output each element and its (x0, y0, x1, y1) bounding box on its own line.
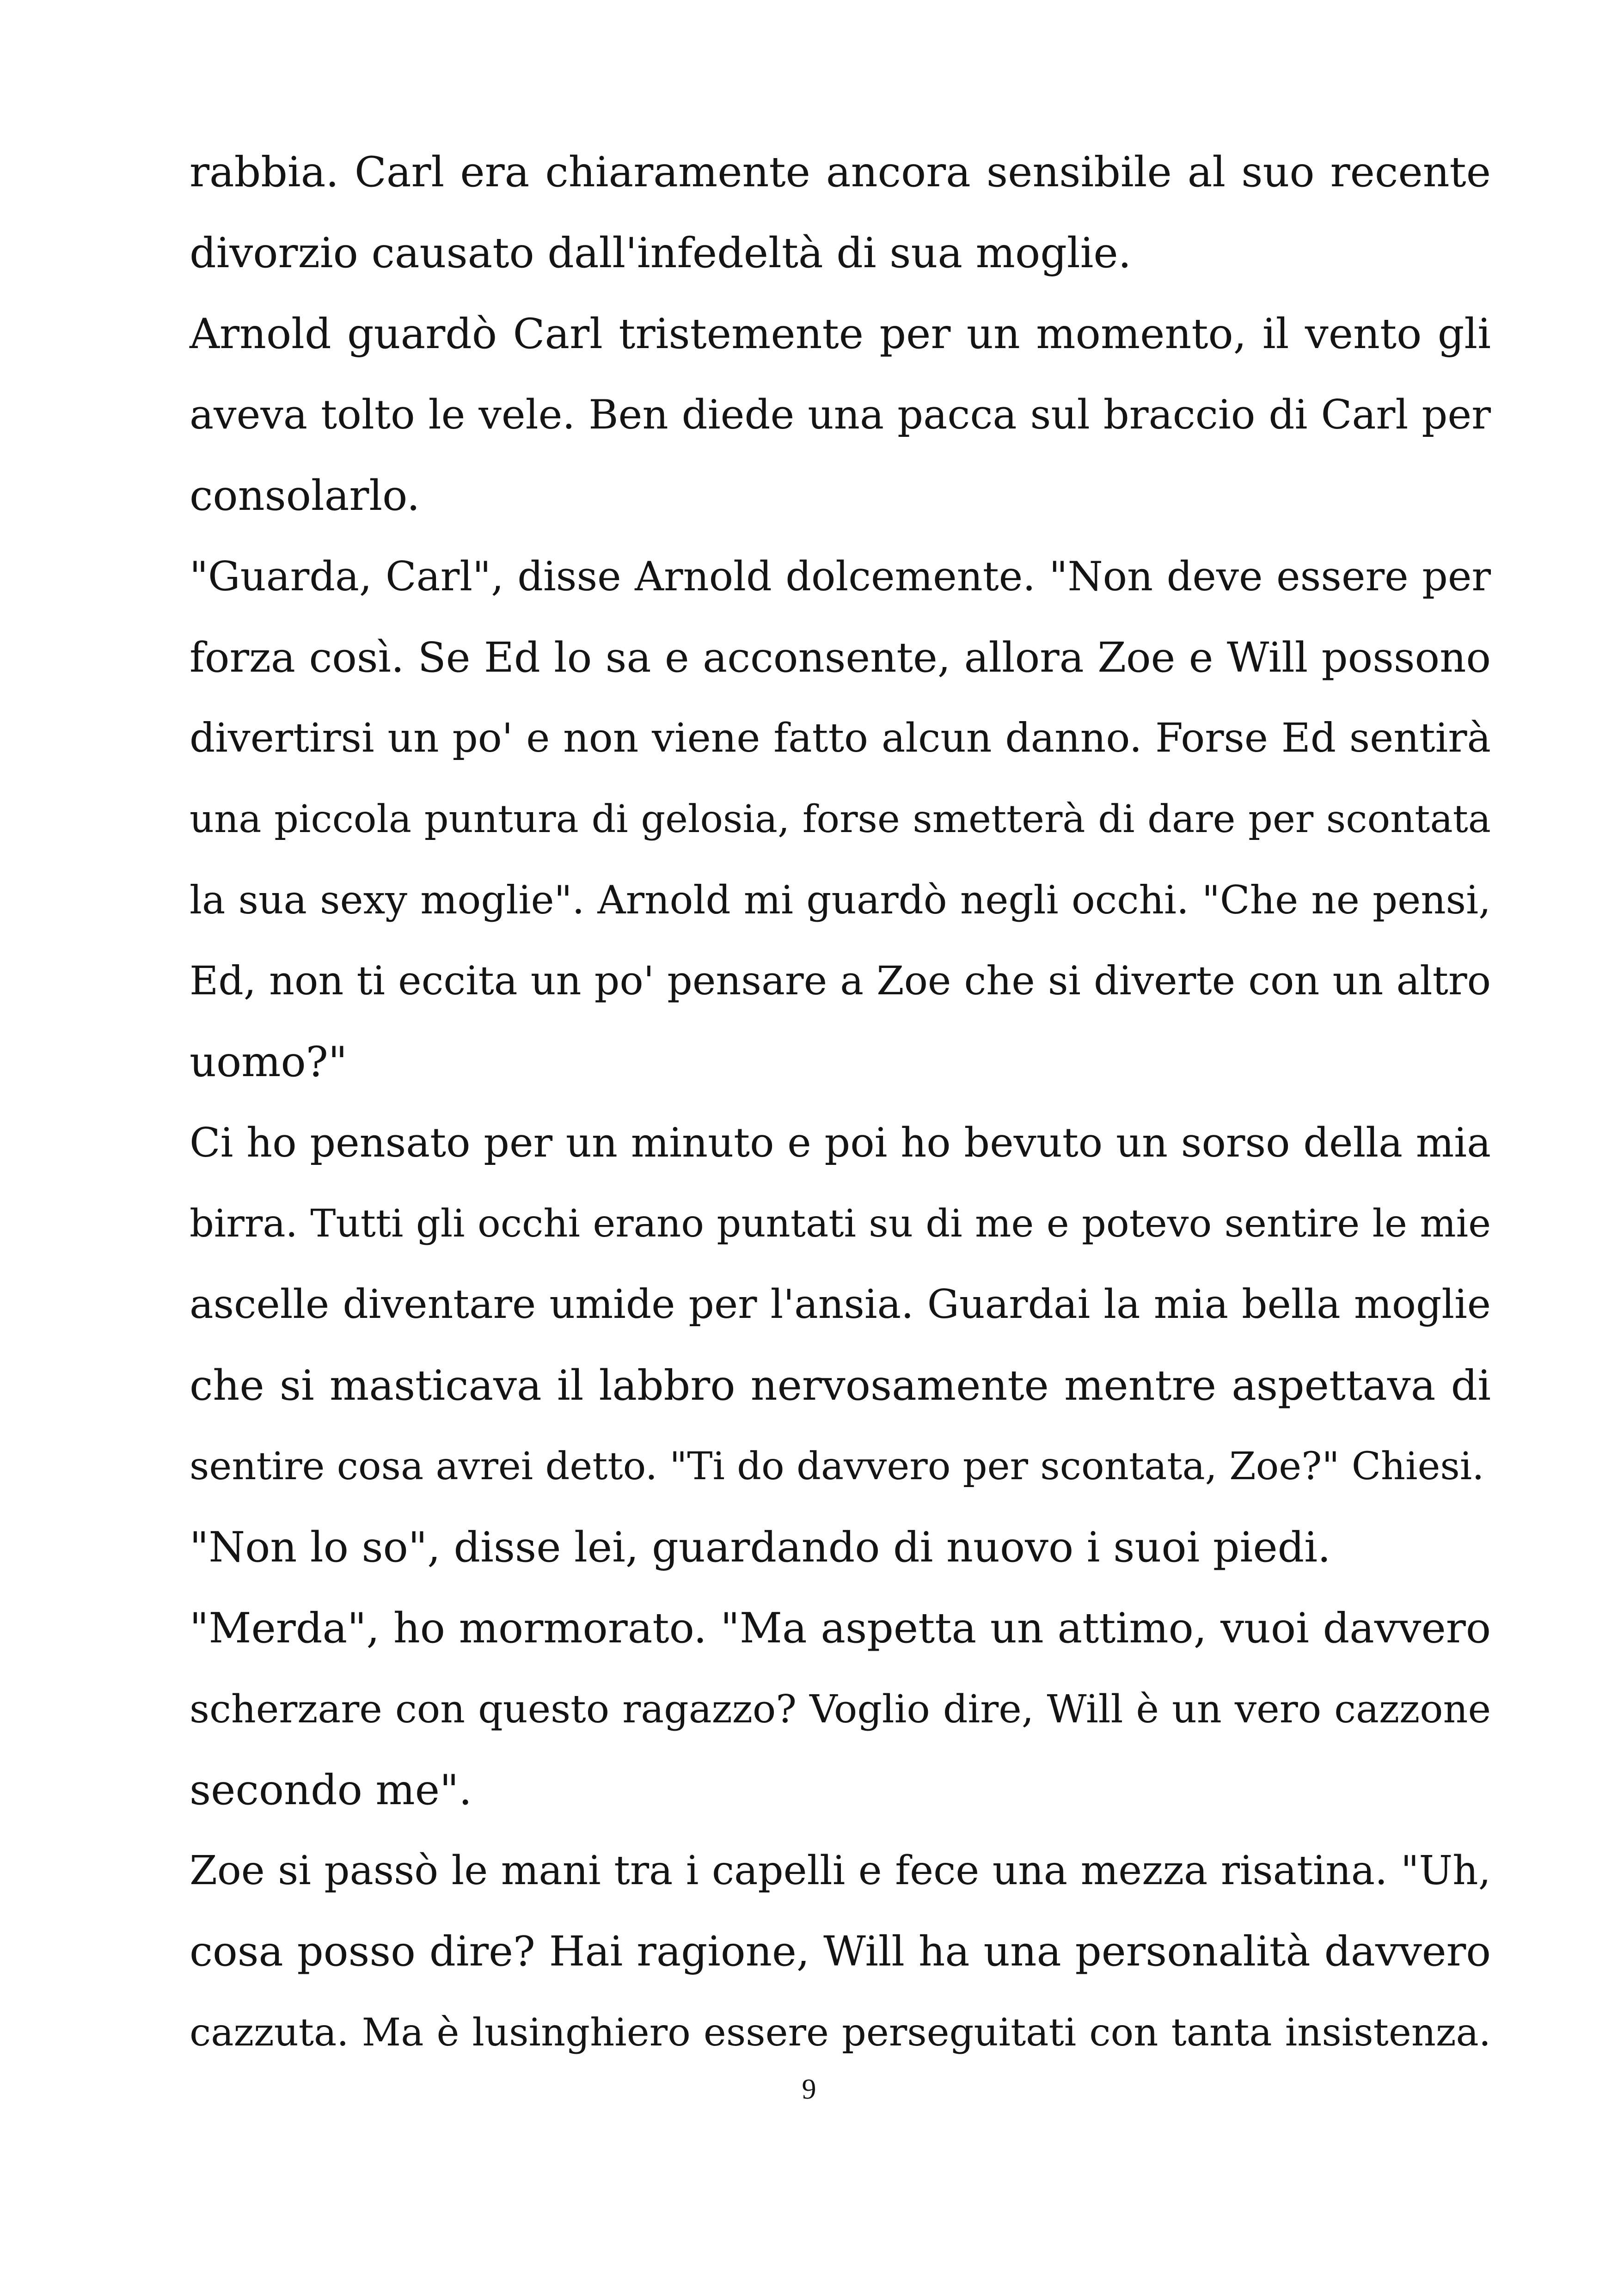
text-line: sentire cosa avrei detto. "Ti do davvero per scontata, Zoe?" Chiesi. (190, 1444, 1484, 1488)
text-line: "Guarda, Carl", disse Arnold dolcemente. "Non deve essere per (190, 553, 1491, 600)
page-number: 9 (802, 2074, 816, 2105)
text-line: Zoe si passò le mani tra i capelli e fece una mezza risatina. "Uh, (190, 1848, 1491, 1894)
text-line: che si masticava il labbro nervosamente mentre aspettava di (190, 1361, 1491, 1410)
text-line: "Merda", ho mormorato. "Ma aspetta un attimo, vuoi davvero (190, 1604, 1491, 1653)
text-line: Ci ho pensato per un minuto e poi ho bevuto un sorso della mia (190, 1119, 1491, 1166)
text-line: cazzuta. Ma è lusinghiero essere perseguitati con tanta insistenza. (190, 2010, 1491, 2055)
text-line: birra. Tutti gli occhi erano puntati su di me e potevo sentire le mie (190, 1201, 1491, 1246)
text-line: aveva tolto le vele. Ben diede una pacca sul braccio di Carl per (190, 391, 1491, 438)
text-line: divertirsi un po' e non viene fatto alcun danno. Forse Ed sentirà (190, 715, 1491, 761)
text-line: ascelle diventare umide per l'ansia. Guardai la mia bella moglie (190, 1281, 1491, 1328)
text-line: "Non lo so", disse lei, guardando di nuovo i suoi piedi. (190, 1523, 1331, 1572)
text-line: divorzio causato dall'infedeltà di sua moglie. (190, 229, 1132, 277)
text-line: cosa posso dire? Hai ragione, Will ha una personalità davvero (190, 1928, 1491, 1976)
text-line: una piccola puntura di gelosia, forse smetterà di dare per scontata (190, 797, 1491, 841)
text-line: la sua sexy moglie". Arnold mi guardò negli occhi. "Che ne pensi, (190, 877, 1491, 923)
text-line: rabbia. Carl era chiaramente ancora sensibile al suo recente (190, 148, 1491, 196)
text-line: uomo?" (190, 1038, 348, 1086)
text-line: forza così. Se Ed lo sa e acconsente, allora Zoe e Will possono (190, 633, 1491, 681)
text-line: secondo me". (190, 1766, 472, 1814)
text-line: consolarlo. (190, 471, 420, 520)
body-text (190, 132, 1491, 2073)
text-line: scherzare con questo ragazzo? Voglio dire, Will è un vero cazzone (190, 1686, 1491, 1732)
text-line: Ed, non ti eccita un po' pensare a Zoe che si diverte con un altro (190, 958, 1491, 1004)
text-line: Arnold guardò Carl tristemente per un momento, il vento gli (190, 310, 1491, 358)
